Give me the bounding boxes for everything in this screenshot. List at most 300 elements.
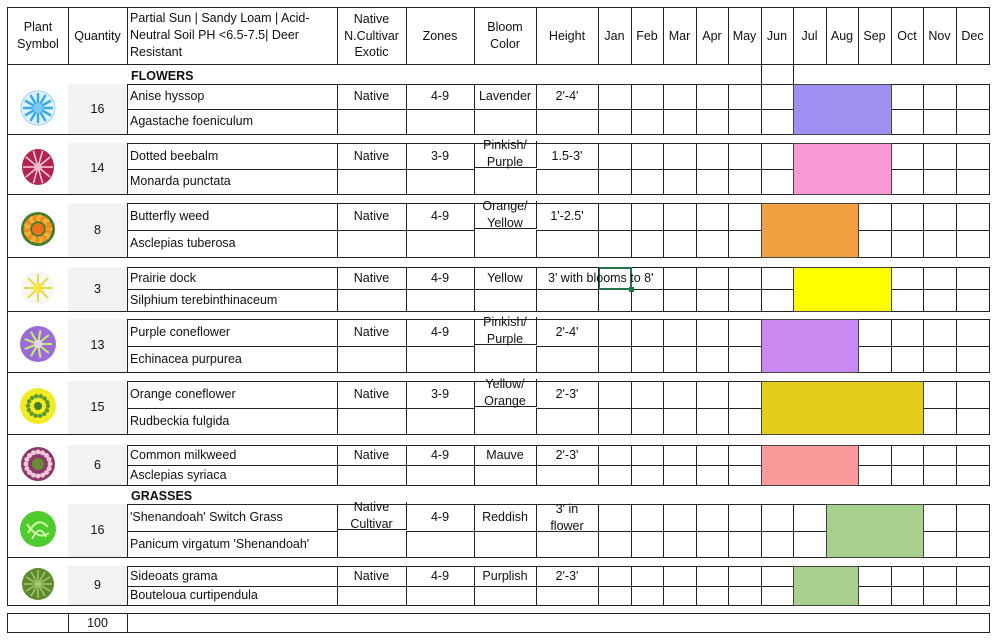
row-sideoats-grama-month-apr-upper	[696, 566, 729, 587]
row-common-milkweed-month-feb-lower	[631, 465, 664, 486]
row-anise-hyssop-month-feb-upper	[631, 84, 664, 110]
row-orange-coneflower-height-lower	[536, 408, 599, 435]
row-purple-coneflower-month-feb-lower	[631, 346, 664, 373]
row-prairie-dock-bloom: Yellow	[474, 267, 537, 290]
row-dotted-beebalm-month-apr-lower	[696, 169, 729, 195]
row-butterfly-weed-month-oct-lower	[891, 230, 924, 258]
row-purple-coneflower-month-sep-lower	[858, 346, 892, 373]
row-common-milkweed-month-mar-upper	[663, 445, 697, 466]
row-orange-coneflower-height: 2'-3'	[536, 381, 599, 409]
row-dotted-beebalm-zones: 3-9	[406, 143, 475, 170]
row-orange-coneflower-common-name: Orange coneflower	[127, 381, 338, 409]
row-shenandoah-switch-grass-month-may-lower	[728, 531, 762, 558]
row-sideoats-grama-month-jan-upper	[598, 566, 632, 587]
row-purple-coneflower-month-may-upper	[728, 319, 762, 347]
row-common-milkweed-height: 2'-3'	[536, 445, 599, 466]
row-prairie-dock-month-apr-lower	[696, 289, 729, 312]
row-anise-hyssop-height-lower	[536, 109, 599, 135]
row-sideoats-grama-height-lower	[536, 586, 599, 606]
row-common-milkweed-height-lower	[536, 465, 599, 486]
header-month-apr: Apr	[696, 7, 729, 65]
row-anise-hyssop-month-nov-upper	[923, 84, 957, 110]
row-orange-coneflower-native: Native	[337, 381, 407, 409]
row-butterfly-weed-month-nov-lower	[923, 230, 957, 258]
header-month-feb: Feb	[631, 7, 664, 65]
row-anise-hyssop-month-mar-lower	[663, 109, 697, 135]
row-prairie-dock-month-oct-lower	[891, 289, 924, 312]
row-orange-coneflower-zones: 3-9	[406, 381, 475, 409]
row-orange-coneflower-bloom-bar	[761, 381, 924, 435]
row-common-milkweed-bloom: Mauve	[474, 445, 537, 466]
dotted-beebalm-icon	[18, 147, 58, 190]
row-anise-hyssop-month-jun-upper	[761, 84, 794, 110]
row-sideoats-grama-height: 2'-3'	[536, 566, 599, 587]
row-shenandoah-switch-grass-symbol-cell	[7, 504, 69, 558]
row-common-milkweed-month-nov-upper	[923, 445, 957, 466]
anise-hyssop-icon	[18, 88, 58, 131]
row-prairie-dock-month-mar-upper	[663, 267, 697, 290]
row-orange-coneflower-month-dec-lower	[956, 408, 990, 435]
row-sideoats-grama-month-nov-lower	[923, 586, 957, 606]
row-purple-coneflower-height: 2'-4'	[536, 319, 599, 347]
row-prairie-dock-quantity: 3	[68, 267, 128, 312]
row-dotted-beebalm-month-oct-upper	[891, 143, 924, 170]
row-anise-hyssop-month-apr-upper	[696, 84, 729, 110]
prairie-dock-icon	[18, 268, 58, 311]
row-anise-hyssop-month-may-upper	[728, 84, 762, 110]
row-butterfly-weed-month-feb-upper	[631, 203, 664, 231]
row-orange-coneflower-month-apr-upper	[696, 381, 729, 409]
row-dotted-beebalm-month-feb-upper	[631, 143, 664, 170]
row-orange-coneflower-month-nov-lower	[923, 408, 957, 435]
row-shenandoah-switch-grass-month-feb-lower	[631, 531, 664, 558]
row-anise-hyssop-symbol-cell	[7, 84, 69, 135]
header-quantity: Quantity	[68, 7, 128, 65]
row-shenandoah-switch-grass-month-may-upper	[728, 504, 762, 532]
row-butterfly-weed-quantity: 8	[68, 203, 128, 258]
row-shenandoah-switch-grass-month-jul-lower	[793, 531, 827, 558]
row-prairie-dock-month-mar-lower	[663, 289, 697, 312]
gridline-jul	[793, 65, 794, 85]
row-shenandoah-switch-grass-height-lower	[536, 531, 599, 558]
row-butterfly-weed-bloom-lower	[474, 230, 537, 258]
row-purple-coneflower-month-jan-lower	[598, 346, 632, 373]
row-anise-hyssop-month-jun-lower	[761, 109, 794, 135]
row-sideoats-grama-common-name: Sideoats grama	[127, 566, 338, 587]
row-purple-coneflower-bloom-lower	[474, 346, 537, 373]
row-butterfly-weed-month-sep-lower	[858, 230, 892, 258]
row-prairie-dock-height-lower	[536, 289, 599, 312]
row-dotted-beebalm-month-feb-lower	[631, 169, 664, 195]
row-sideoats-grama-month-sep-upper	[858, 566, 892, 587]
row-common-milkweed-month-apr-upper	[696, 445, 729, 466]
row-sideoats-grama-month-may-lower	[728, 586, 762, 606]
row-sideoats-grama-quantity: 9	[68, 566, 128, 606]
header-month-jul: Jul	[793, 7, 827, 65]
row-purple-coneflower-month-feb-upper	[631, 319, 664, 347]
section-title-grasses: GRASSES	[131, 489, 193, 503]
row-butterfly-weed-month-sep-upper	[858, 203, 892, 231]
total-quantity: 100	[68, 613, 128, 633]
row-shenandoah-switch-grass-month-dec-upper	[956, 504, 990, 532]
row-shenandoah-switch-grass-bloom-lower	[474, 531, 537, 558]
row-sideoats-grama-zones-lower	[406, 586, 475, 606]
row-butterfly-weed-bloom: Orange/ Yellow	[474, 201, 537, 229]
row-sideoats-grama-month-may-upper	[728, 566, 762, 587]
row-prairie-dock-month-jun-lower	[761, 289, 794, 312]
row-common-milkweed-native: Native	[337, 445, 407, 466]
total-label-cell	[7, 613, 69, 633]
row-purple-coneflower-month-nov-lower	[923, 346, 957, 373]
row-shenandoah-switch-grass-month-feb-upper	[631, 504, 664, 532]
row-prairie-dock-month-oct-upper	[891, 267, 924, 290]
row-sideoats-grama-month-jan-lower	[598, 586, 632, 606]
row-sideoats-grama-month-oct-lower	[891, 586, 924, 606]
row-purple-coneflower-native-lower	[337, 346, 407, 373]
row-dotted-beebalm-month-mar-lower	[663, 169, 697, 195]
row-orange-coneflower-month-may-upper	[728, 381, 762, 409]
row-sideoats-grama-bloom-lower	[474, 586, 537, 606]
row-sideoats-grama-symbol-cell	[7, 566, 69, 606]
header-height: Height	[536, 7, 599, 65]
row-butterfly-weed-month-may-lower	[728, 230, 762, 258]
row-orange-coneflower-bloom-lower	[474, 408, 537, 435]
row-sideoats-grama-month-mar-upper	[663, 566, 697, 587]
row-butterfly-weed-height-lower	[536, 230, 599, 258]
row-dotted-beebalm-native-lower	[337, 169, 407, 195]
row-orange-coneflower-month-nov-upper	[923, 381, 957, 409]
row-purple-coneflower-month-oct-lower	[891, 346, 924, 373]
row-prairie-dock-month-apr-upper	[696, 267, 729, 290]
row-prairie-dock-month-may-lower	[728, 289, 762, 312]
row-common-milkweed-month-jan-lower	[598, 465, 632, 486]
switch-grass-icon	[18, 509, 58, 552]
table-left-border	[7, 7, 8, 606]
row-dotted-beebalm-month-oct-lower	[891, 169, 924, 195]
row-common-milkweed-zones-lower	[406, 465, 475, 486]
row-common-milkweed-month-oct-upper	[891, 445, 924, 466]
row-butterfly-weed-month-jan-upper	[598, 203, 632, 231]
row-shenandoah-switch-grass-common-name: 'Shenandoah' Switch Grass	[127, 504, 338, 532]
row-butterfly-weed-height: 1'-2.5'	[536, 203, 599, 231]
row-common-milkweed-quantity: 6	[68, 445, 128, 486]
row-anise-hyssop-month-oct-lower	[891, 109, 924, 135]
row-purple-coneflower-latin-name: Echinacea purpurea	[127, 346, 338, 373]
row-common-milkweed-month-feb-upper	[631, 445, 664, 466]
row-anise-hyssop-common-name: Anise hyssop	[127, 84, 338, 110]
row-sideoats-grama-month-mar-lower	[663, 586, 697, 606]
header-zones: Zones	[406, 7, 475, 65]
row-purple-coneflower-month-oct-upper	[891, 319, 924, 347]
row-sideoats-grama-month-jun-upper	[761, 566, 794, 587]
row-prairie-dock-month-jan-lower	[598, 289, 632, 312]
row-purple-coneflower-month-jan-upper	[598, 319, 632, 347]
row-orange-coneflower-bloom: Yellow/ Orange	[474, 379, 537, 407]
header-month-jan: Jan	[598, 7, 632, 65]
row-butterfly-weed-zones: 4-9	[406, 203, 475, 231]
row-orange-coneflower-month-feb-lower	[631, 408, 664, 435]
row-dotted-beebalm-symbol-cell	[7, 143, 69, 195]
row-common-milkweed-native-lower	[337, 465, 407, 486]
row-anise-hyssop-month-mar-upper	[663, 84, 697, 110]
header-native: Native N.Cultivar Exotic	[337, 7, 407, 65]
row-purple-coneflower-symbol-cell	[7, 319, 69, 373]
row-orange-coneflower-quantity: 15	[68, 381, 128, 435]
row-dotted-beebalm-quantity: 14	[68, 143, 128, 195]
row-shenandoah-switch-grass-month-jan-lower	[598, 531, 632, 558]
header-conditions: Partial Sun | Sandy Loam | Acid-Neutral Soil PH <6.5-7.5| Deer Resistant	[127, 7, 338, 65]
row-shenandoah-switch-grass-month-jan-upper	[598, 504, 632, 532]
header-bloom-color: Bloom Color	[474, 7, 537, 65]
row-purple-coneflower-month-sep-upper	[858, 319, 892, 347]
row-purple-coneflower-month-dec-lower	[956, 346, 990, 373]
row-anise-hyssop-native-lower	[337, 109, 407, 135]
row-butterfly-weed-native: Native	[337, 203, 407, 231]
row-shenandoah-switch-grass-latin-name: Panicum virgatum 'Shenandoah'	[127, 531, 338, 558]
row-prairie-dock-month-may-upper	[728, 267, 762, 290]
row-anise-hyssop-bloom: Lavender	[474, 84, 537, 110]
row-orange-coneflower-native-lower	[337, 408, 407, 435]
row-prairie-dock-height: 3' with blooms to 8'	[536, 267, 599, 290]
row-common-milkweed-symbol-cell	[7, 445, 69, 486]
row-shenandoah-switch-grass-bloom: Reddish	[474, 504, 537, 532]
row-butterfly-weed-month-apr-lower	[696, 230, 729, 258]
sideoats-grama-icon	[18, 564, 58, 607]
row-common-milkweed-latin-name: Asclepias syriaca	[127, 465, 338, 486]
common-milkweed-icon	[18, 444, 58, 487]
row-shenandoah-switch-grass-zones-lower	[406, 531, 475, 558]
butterfly-weed-icon	[18, 209, 58, 252]
row-purple-coneflower-month-dec-upper	[956, 319, 990, 347]
row-sideoats-grama-native-lower	[337, 586, 407, 606]
row-butterfly-weed-zones-lower	[406, 230, 475, 258]
row-common-milkweed-month-oct-lower	[891, 465, 924, 486]
row-dotted-beebalm-month-jan-upper	[598, 143, 632, 170]
row-sideoats-grama-month-dec-upper	[956, 566, 990, 587]
row-dotted-beebalm-bloom-lower	[474, 169, 537, 195]
row-common-milkweed-bloom-lower	[474, 465, 537, 486]
row-orange-coneflower-month-feb-upper	[631, 381, 664, 409]
row-anise-hyssop-month-oct-upper	[891, 84, 924, 110]
row-shenandoah-switch-grass-month-jun-upper	[761, 504, 794, 532]
row-butterfly-weed-bloom-bar	[761, 203, 859, 258]
row-purple-coneflower-zones-lower	[406, 346, 475, 373]
row-dotted-beebalm-bloom-bar	[793, 143, 892, 195]
row-orange-coneflower-month-apr-lower	[696, 408, 729, 435]
row-sideoats-grama-month-oct-upper	[891, 566, 924, 587]
row-purple-coneflower-quantity: 13	[68, 319, 128, 373]
row-dotted-beebalm-native: Native	[337, 143, 407, 170]
row-purple-coneflower-native: Native	[337, 319, 407, 347]
row-orange-coneflower-month-jan-lower	[598, 408, 632, 435]
row-common-milkweed-month-may-lower	[728, 465, 762, 486]
row-sideoats-grama-latin-name: Bouteloua curtipendula	[127, 586, 338, 606]
row-purple-coneflower-common-name: Purple coneflower	[127, 319, 338, 347]
row-sideoats-grama-bloom: Purplish	[474, 566, 537, 587]
row-sideoats-grama-month-dec-lower	[956, 586, 990, 606]
row-dotted-beebalm-month-may-lower	[728, 169, 762, 195]
row-butterfly-weed-month-may-upper	[728, 203, 762, 231]
row-common-milkweed-bloom-bar	[761, 445, 859, 486]
row-butterfly-weed-month-nov-upper	[923, 203, 957, 231]
gridline-jun	[761, 65, 762, 85]
header-month-oct: Oct	[891, 7, 924, 65]
row-butterfly-weed-month-feb-lower	[631, 230, 664, 258]
row-common-milkweed-month-mar-lower	[663, 465, 697, 486]
row-shenandoah-switch-grass-native-lower	[337, 531, 407, 558]
section-title-flowers: FLOWERS	[131, 69, 194, 83]
row-shenandoah-switch-grass-month-jul-upper	[793, 504, 827, 532]
row-anise-hyssop-latin-name: Agastache foeniculum	[127, 109, 338, 135]
row-dotted-beebalm-latin-name: Monarda punctata	[127, 169, 338, 195]
row-common-milkweed-month-jan-upper	[598, 445, 632, 466]
row-dotted-beebalm-month-jan-lower	[598, 169, 632, 195]
row-prairie-dock-month-dec-lower	[956, 289, 990, 312]
row-purple-coneflower-month-apr-upper	[696, 319, 729, 347]
row-shenandoah-switch-grass-zones: 4-9	[406, 504, 475, 532]
row-dotted-beebalm-month-jun-upper	[761, 143, 794, 170]
row-purple-coneflower-bloom: Pinkish/ Purple	[474, 317, 537, 345]
row-anise-hyssop-month-dec-lower	[956, 109, 990, 135]
row-butterfly-weed-native-lower	[337, 230, 407, 258]
row-anise-hyssop-height: 2'-4'	[536, 84, 599, 110]
row-sideoats-grama-bloom-bar	[793, 566, 859, 606]
row-prairie-dock-symbol-cell	[7, 267, 69, 312]
row-dotted-beebalm-height: 1.5-3'	[536, 143, 599, 170]
row-orange-coneflower-month-jan-upper	[598, 381, 632, 409]
row-prairie-dock-common-name: Prairie dock	[127, 267, 338, 290]
row-common-milkweed-month-apr-lower	[696, 465, 729, 486]
row-dotted-beebalm-month-nov-upper	[923, 143, 957, 170]
row-orange-coneflower-month-may-lower	[728, 408, 762, 435]
row-dotted-beebalm-month-dec-upper	[956, 143, 990, 170]
row-sideoats-grama-month-feb-upper	[631, 566, 664, 587]
row-prairie-dock-bloom-lower	[474, 289, 537, 312]
row-sideoats-grama-native: Native	[337, 566, 407, 587]
row-shenandoah-switch-grass-month-nov-lower	[923, 531, 957, 558]
row-butterfly-weed-symbol-cell	[7, 203, 69, 258]
row-dotted-beebalm-month-apr-upper	[696, 143, 729, 170]
row-prairie-dock-month-nov-lower	[923, 289, 957, 312]
row-dotted-beebalm-month-nov-lower	[923, 169, 957, 195]
row-orange-coneflower-latin-name: Rudbeckia fulgida	[127, 408, 338, 435]
row-purple-coneflower-month-mar-upper	[663, 319, 697, 347]
row-shenandoah-switch-grass-month-mar-lower	[663, 531, 697, 558]
header-month-dec: Dec	[956, 7, 990, 65]
row-shenandoah-switch-grass-month-mar-upper	[663, 504, 697, 532]
row-dotted-beebalm-bloom: Pinkish/ Purple	[474, 141, 537, 168]
header-month-aug: Aug	[826, 7, 859, 65]
header-plant-symbol: Plant Symbol	[7, 7, 69, 65]
row-purple-coneflower-month-may-lower	[728, 346, 762, 373]
row-dotted-beebalm-month-jun-lower	[761, 169, 794, 195]
row-purple-coneflower-zones: 4-9	[406, 319, 475, 347]
row-sideoats-grama-month-nov-upper	[923, 566, 957, 587]
row-common-milkweed-month-dec-upper	[956, 445, 990, 466]
row-butterfly-weed-common-name: Butterfly weed	[127, 203, 338, 231]
row-prairie-dock-bloom-bar	[793, 267, 892, 312]
header-month-sep: Sep	[858, 7, 892, 65]
row-orange-coneflower-symbol-cell	[7, 381, 69, 435]
row-butterfly-weed-latin-name: Asclepias tuberosa	[127, 230, 338, 258]
row-anise-hyssop-month-jan-upper	[598, 84, 632, 110]
row-shenandoah-switch-grass-month-jun-lower	[761, 531, 794, 558]
row-shenandoah-switch-grass-height: 3' in flower	[536, 504, 599, 532]
row-prairie-dock-zones: 4-9	[406, 267, 475, 290]
row-sideoats-grama-month-sep-lower	[858, 586, 892, 606]
row-anise-hyssop-native: Native	[337, 84, 407, 110]
row-common-milkweed-common-name: Common milkweed	[127, 445, 338, 466]
row-anise-hyssop-month-nov-lower	[923, 109, 957, 135]
row-dotted-beebalm-common-name: Dotted beebalm	[127, 143, 338, 170]
row-prairie-dock-month-nov-upper	[923, 267, 957, 290]
row-sideoats-grama-month-jun-lower	[761, 586, 794, 606]
row-prairie-dock-month-dec-upper	[956, 267, 990, 290]
row-purple-coneflower-height-lower	[536, 346, 599, 373]
row-dotted-beebalm-month-dec-lower	[956, 169, 990, 195]
row-anise-hyssop-zones-lower	[406, 109, 475, 135]
header-month-mar: Mar	[663, 7, 697, 65]
row-dotted-beebalm-month-mar-upper	[663, 143, 697, 170]
row-prairie-dock-month-feb-lower	[631, 289, 664, 312]
orange-coneflower-icon	[18, 386, 58, 429]
row-anise-hyssop-month-may-lower	[728, 109, 762, 135]
row-common-milkweed-month-may-upper	[728, 445, 762, 466]
row-anise-hyssop-quantity: 16	[68, 84, 128, 135]
row-shenandoah-switch-grass-quantity: 16	[68, 504, 128, 558]
row-prairie-dock-latin-name: Silphium terebinthinaceum	[127, 289, 338, 312]
row-common-milkweed-month-sep-lower	[858, 465, 892, 486]
row-purple-coneflower-month-nov-upper	[923, 319, 957, 347]
row-sideoats-grama-month-apr-lower	[696, 586, 729, 606]
row-common-milkweed-month-nov-lower	[923, 465, 957, 486]
row-shenandoah-switch-grass-month-apr-upper	[696, 504, 729, 532]
row-dotted-beebalm-height-lower	[536, 169, 599, 195]
selection-handle[interactable]	[629, 287, 634, 292]
row-butterfly-weed-month-jan-lower	[598, 230, 632, 258]
row-prairie-dock-native: Native	[337, 267, 407, 290]
row-anise-hyssop-month-feb-lower	[631, 109, 664, 135]
header-month-may: May	[728, 7, 762, 65]
row-orange-coneflower-month-mar-upper	[663, 381, 697, 409]
row-butterfly-weed-month-mar-upper	[663, 203, 697, 231]
row-shenandoah-switch-grass-bloom-bar	[826, 504, 924, 558]
row-sideoats-grama-month-feb-lower	[631, 586, 664, 606]
row-orange-coneflower-month-mar-lower	[663, 408, 697, 435]
row-anise-hyssop-month-jan-lower	[598, 109, 632, 135]
header-month-jun: Jun	[761, 7, 794, 65]
row-butterfly-weed-month-dec-lower	[956, 230, 990, 258]
row-dotted-beebalm-month-may-upper	[728, 143, 762, 170]
row-butterfly-weed-month-apr-upper	[696, 203, 729, 231]
total-rest	[127, 613, 990, 633]
row-shenandoah-switch-grass-month-nov-upper	[923, 504, 957, 532]
row-prairie-dock-month-jun-upper	[761, 267, 794, 290]
row-sideoats-grama-zones: 4-9	[406, 566, 475, 587]
row-butterfly-weed-month-dec-upper	[956, 203, 990, 231]
row-common-milkweed-month-dec-lower	[956, 465, 990, 486]
row-anise-hyssop-zones: 4-9	[406, 84, 475, 110]
row-anise-hyssop-bloom-lower	[474, 109, 537, 135]
row-butterfly-weed-month-mar-lower	[663, 230, 697, 258]
row-prairie-dock-zones-lower	[406, 289, 475, 312]
row-orange-coneflower-month-dec-upper	[956, 381, 990, 409]
row-anise-hyssop-bloom-bar	[793, 84, 892, 135]
row-purple-coneflower-bloom-bar	[761, 319, 859, 373]
row-dotted-beebalm-zones-lower	[406, 169, 475, 195]
header-month-nov: Nov	[923, 7, 957, 65]
row-orange-coneflower-zones-lower	[406, 408, 475, 435]
